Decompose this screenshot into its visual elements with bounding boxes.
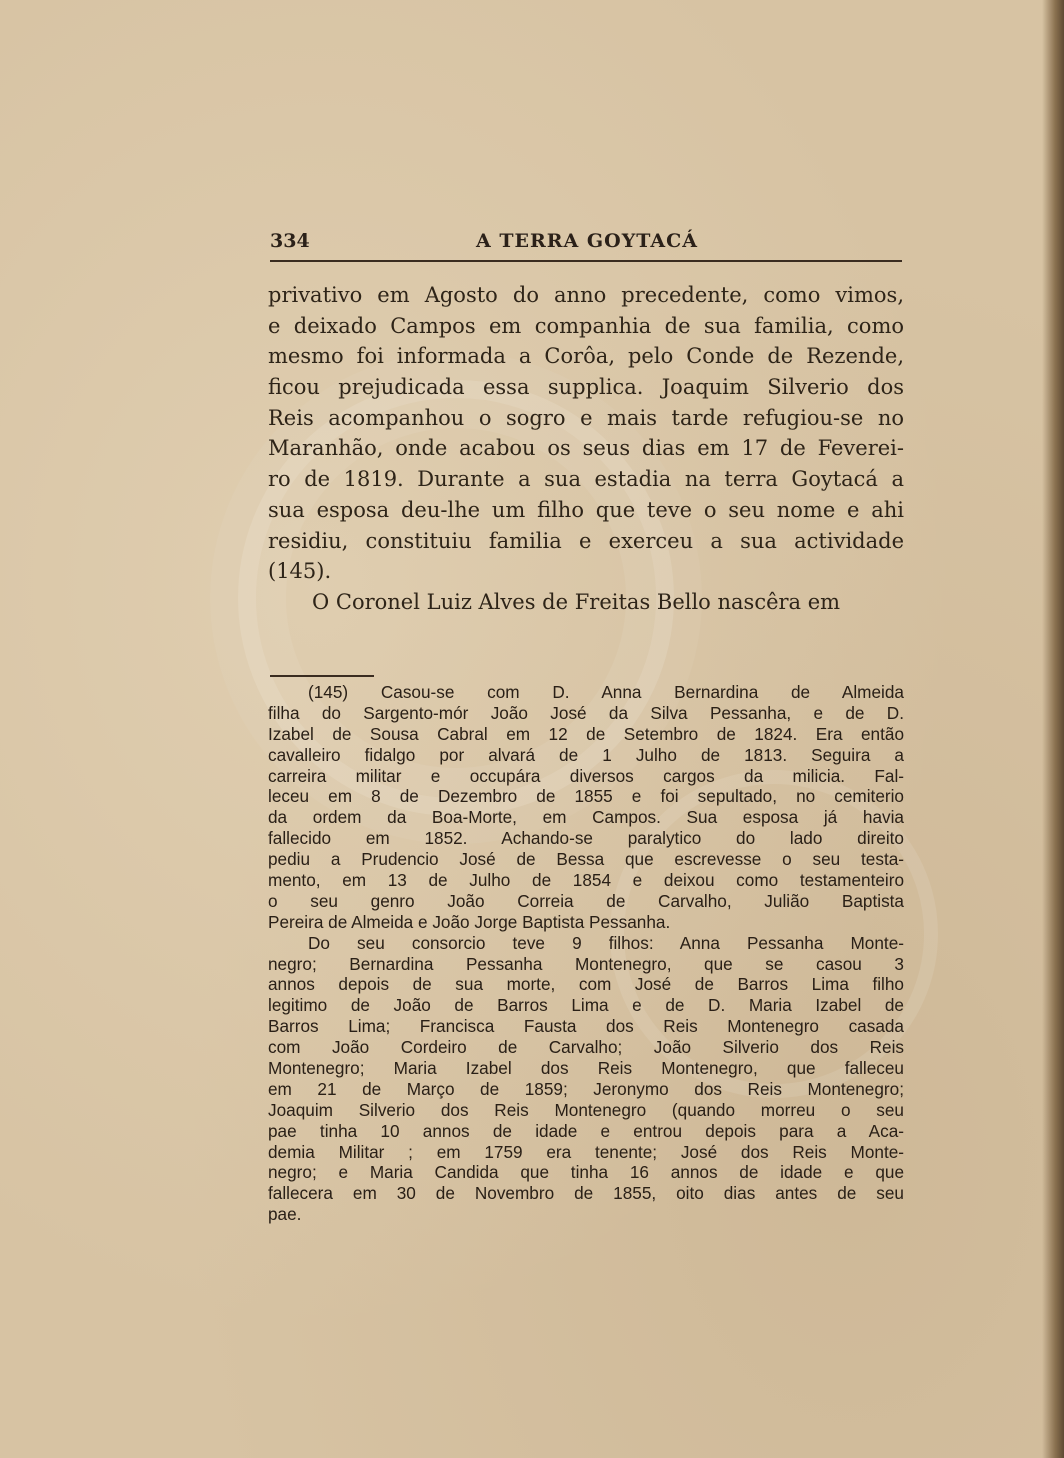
footnote-line: pediu a Prudencio José de Bessa que escrevesse o seu testa- [268,849,904,870]
body-line: mesmo foi informada a Corôa, pelo Conde de Rezende, [268,344,904,369]
footnote-line: Joaquim Silverio dos Reis Montenegro (quando morreu o seu [268,1099,904,1120]
footnote-line: mento, em 13 de Julho de 1854 e deixou como testamenteiro [268,870,904,891]
footnote-line: Pereira de Almeida e João Jorge Baptista Pessanha. [268,911,671,932]
page-edge-shadow [1042,0,1064,1458]
body-line: privativo em Agosto do anno precedente, como vimos, [268,283,904,307]
footnote [268,682,904,1225]
running-header [270,226,902,262]
footnote-line: demia Militar ; em 1759 era tenente; José dos Reis Monte- [268,1141,904,1162]
page-number: 334 [270,230,310,252]
footnote-rule [270,675,374,677]
footnote-line: fallecera em 30 de Novembro de 1855, oito dias antes de seu [268,1183,904,1204]
body-line: Maranhão, onde acabou os seus dias em 17 de Feverei- [268,436,904,461]
footnote-line: fallecido em 1852. Achando-se paralytico do lado direito [268,828,904,849]
footnote-line: cavalleiro fidalgo por alvará de 1 Julho de 1813. Seguira a [268,744,904,765]
footnote-line: Barros Lima; Francisca Fausta dos Reis Montenegro casada [268,1016,904,1037]
footnote-line: annos depois de sua morte, com José de Barros Lima filho [268,974,904,995]
footnote-line: negro; e Maria Candida que tinha 16 annos de idade e que [268,1162,904,1183]
footnote-line: o seu genro João Correia de Carvalho, Julião Baptista [268,890,904,911]
footnote-line: carreira militar e occupára diversos cargos da milicia. Fal- [268,765,904,786]
footnote-line: leceu em 8 de Dezembro de 1855 e foi sepultado, no cemiterio [268,786,904,807]
body-line: sua esposa deu-lhe um filho que teve o seu nome e ahi [268,497,904,522]
running-title: A TERRA GOYTACÁ [476,230,698,252]
footnote-line: Izabel de Sousa Cabral em 12 de Setembro de 1824. Era então [268,723,904,744]
footnote-line: pae. [268,1204,302,1225]
footnote-line: com João Cordeiro de Carvalho; João Silverio dos Reis [268,1037,904,1058]
footnote-line: em 21 de Março de 1859; Jeronymo dos Reis Montenegro; [268,1078,904,1099]
body-line: ficou prejudicada essa supplica. Joaquim Silverio dos [268,375,904,400]
footnote-line: Montenegro; Maria Izabel dos Reis Montenegro, que falleceu [268,1058,904,1079]
footnote-line: Do seu consorcio teve 9 filhos: Anna Pessanha Monte- [308,932,904,953]
footnote-line: pae tinha 10 annos de idade e entrou depois para a Aca- [268,1120,904,1141]
main-text [268,280,904,618]
footnote-line: da ordem da Boa-Morte, em Campos. Sua esposa já havia [268,807,904,828]
footnote-line: negro; Bernardina Pessanha Montenegro, que se casou 3 [268,953,904,974]
body-line: ro de 1819. Durante a sua estadia na terra Goytacá a [268,467,904,492]
body-line: e deixado Campos em companhia de sua familia, como [268,313,904,338]
body-line: residiu, constituiu familia e exerceu a sua actividade [268,528,904,553]
body-line: O Coronel Luiz Alves de Freitas Bello nascêra em [312,589,841,614]
footnote-line: filha do Sargento-mór João José da Silva Pessanha, e de D. [268,702,904,723]
body-line: (145). [268,559,332,584]
footnote-line: (145) Casou-se com D. Anna Bernardina de Almeida [308,682,904,702]
body-line: Reis acompanhou o sogro e mais tarde refugiou-se no [268,405,904,430]
footnote-line: legitimo de João de Barros Lima e de D. Maria Izabel de [268,995,904,1016]
